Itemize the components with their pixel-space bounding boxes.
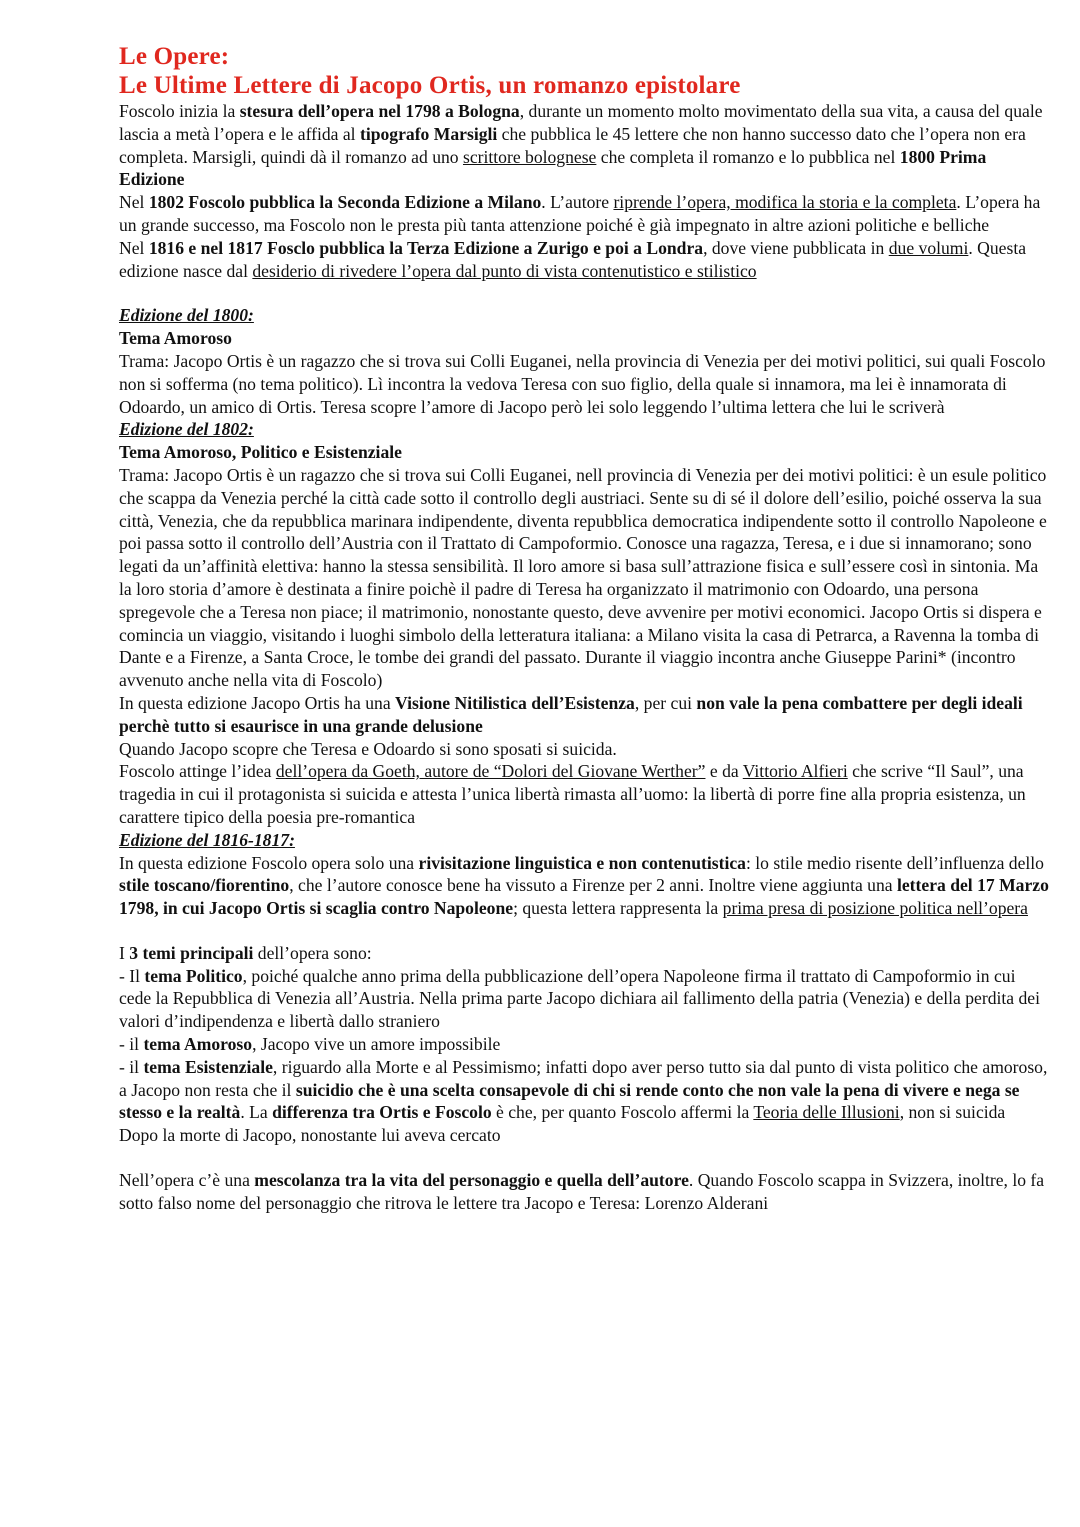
- bold-text: 3 temi principali: [129, 942, 254, 963]
- edition-1800-theme: Tema Amoroso: [119, 328, 232, 349]
- intro-paragraph-third-edition: Nel 1816 e nel 1817 Fosclo pubblica la Terza Edizione a Zurigo e poi a Londra, dove viene pubblicata in due volumi. Questa edizione nasce dal desiderio di rivedere l’opera dal punto di vista contenutistico e stilistico: [119, 237, 1027, 281]
- edition-1816-body: In questa edizione Foscolo opera solo una rivisitazione linguistica e non contenutistica: lo stile medio risente dell’influenza dello stile toscano/fiorentino, che l’autore conosce bene ha vissuto a Firenze per 2 anni. Inoltre viene aggiunta una lettera del 17 Marzo 1798, in cui Jacopo Ortis si scaglia contro Napoleone; questa lettera rappresenta la prima presa di posizione politica nell’opera: [119, 852, 1049, 919]
- bold-text: non vale la pena combattere per degli ideali perchè tutto si esaurisce in una grande delusione: [119, 692, 1023, 736]
- bold-text: lettera del 17 Marzo 1798, in cui Jacopo Ortis si scaglia contro Napoleone: [119, 875, 1049, 919]
- bold-text: suicidio che è una scelta consapevole di chi si rende conto che non vale la pena di vivere e nega se stesso e la realtà: [119, 1079, 1020, 1123]
- work-title: Le Ultime Lettere di Jacopo Ortis, un romanzo epistolare: [119, 72, 741, 99]
- theme-political: - Il tema Politico, poiché qualche anno prima della pubblicazione dell’opera Napoleone firma il trattato di Campoformio in cui cede la Repubblica di Venezia all’Austria. Nella prima parte Jacopo dichiara ail fallimento della patria (Venezia) e della perdita dei valori d’indipendenza e libertà dallo straniero: [119, 965, 1040, 1032]
- bold-text: mescolanza tra la vita del personaggio e quella dell’autore: [254, 1170, 689, 1191]
- edition-1802-sources: Foscolo attinge l’idea dell’opera da Goeth, autore de “Dolori del Giovane Werther” e da Vittorio Alfieri che scrive “Il Saul”, una tragedia in cui il protagonista si suicida e attesta l’unica libertà rimasta all’uomo: la libertà di porre fine alla propria esistenza, un carattere tipico della poesia pre-romantica: [119, 761, 1026, 827]
- intro-paragraph-first-edition: Foscolo inizia la stesura dell’opera nel 1798 a Bologna, durante un momento molto movimentato della sua vita, a causa del quale lascia a metà l’opera e le affida al tipografo Marsigli che pubblica le 45 lettere che non hanno successo dato che l’opera non era completa. Marsigli, quindi dà il romanzo ad uno scrittore bolognese che completa il romanzo e lo pubblica nel 1800 Prima Edizione: [119, 101, 1043, 190]
- spacer: [119, 282, 1052, 304]
- section-title: Le Opere:: [119, 43, 230, 70]
- edition-1800-plot: Trama: Jacopo Ortis è un ragazzo che si trova sui Colli Euganei, nella provincia di Venezia per dei motivi politici, sui quali Foscolo non si sofferma (no tema politico). Lì incontra la vedova Teresa con suo figlio, della quale si innamora, ma lei è innamorata di Odoardo, un amico di Ortis. Teresa scopre l’amore di Jacopo però lei solo leggendo l’ultima lettera che lui le scriverà: [119, 350, 1046, 417]
- spacer: [119, 920, 1052, 942]
- bold-text: stile toscano/fiorentino: [119, 875, 290, 896]
- bold-text: 1800 Prima Edizione: [119, 146, 987, 190]
- underlined-text: riprende l’opera, modifica la storia e la completa: [613, 192, 957, 213]
- edition-1800-heading: Edizione del 1800:: [119, 305, 254, 326]
- edition-1802-theme: Tema Amoroso, Politico e Esistenziale: [119, 442, 402, 463]
- bold-text: tema Amoroso: [143, 1034, 253, 1055]
- theme-existential: - il tema Esistenziale, riguardo alla Morte e al Pessimismo; infatti dopo aver perso tutto sia dal punto di vista politico che amoroso, a Jacopo non resta che il suicidio che è una scelta consapevole di chi si rende conto che non vale la pena di vivere e nega se stesso e la realtà. La differenza tra Ortis e Foscolo è che, per quanto Foscolo affermi la Teoria delle Illusioni, non si suicida: [119, 1056, 1048, 1123]
- bold-text: 1802 Foscolo pubblica la Seconda Edizione a Milano: [148, 192, 542, 213]
- theme-love: - il tema Amoroso, Jacopo vive un amore impossibile: [119, 1034, 501, 1055]
- underlined-text: scrittore bolognese: [462, 146, 597, 167]
- bold-text: Visione Nitilistica dell’Esistenza: [395, 692, 635, 713]
- bold-text: rivisitazione linguistica e non contenutistica: [418, 852, 746, 873]
- intro-paragraph-second-edition: Nel 1802 Foscolo pubblica la Seconda Edizione a Milano. L’autore riprende l’opera, modifica la storia e la completa. L’opera ha un grande successo, ma Foscolo non le presta più tanta attenzione poiché è già impegnato in altre azioni politiche e belliche: [119, 192, 1041, 235]
- bold-text: stesura dell’opera nel 1798 a Bologna: [239, 101, 520, 121]
- edition-1802-heading: Edizione del 1802:: [119, 419, 254, 440]
- bold-text: differenza tra Ortis e Foscolo: [272, 1102, 492, 1123]
- themes-after-death: Dopo la morte di Jacopo, nonostante lui aveva cercato: [119, 1125, 501, 1146]
- bold-text: tema Politico: [144, 965, 243, 986]
- bold-text: 1816 e nel 1817 Fosclo pubblica la Terza Edizione a Zurigo e poi a Londra: [148, 237, 704, 258]
- bold-text: tema Esistenziale: [143, 1056, 273, 1077]
- themes-intro: I 3 temi principali dell’opera sono:: [119, 942, 372, 963]
- edition-1816-heading: Edizione del 1816-1817:: [119, 829, 295, 850]
- underlined-text: due volumi: [888, 237, 969, 258]
- underlined-text: prima presa di posizione politica nell’opera: [722, 898, 1028, 919]
- underlined-text: Teoria delle Illusioni: [753, 1102, 900, 1123]
- edition-1802-vision: In questa edizione Jacopo Ortis ha una Visione Nitilistica dell’Esistenza, per cui non vale la pena combattere per degli ideali perchè tutto si esaurisce in una grande delusione: [119, 692, 1023, 736]
- edition-1802-suicide: Quando Jacopo scopre che Teresa e Odoardo si sono sposati si suicida.: [119, 738, 617, 759]
- closing-paragraph: Nell’opera c’è una mescolanza tra la vita del personaggio e quella dell’autore. Quando Foscolo scappa in Svizzera, inoltre, lo fa sotto falso nome del personaggio che ritrova le lettere tra Jacopo e Teresa: Lorenzo Alderani: [119, 1170, 1045, 1213]
- bold-text: tipografo Marsigli: [359, 123, 498, 144]
- underlined-text: dell’opera da Goeth, autore de “Dolori del Giovane Werther”: [275, 761, 706, 782]
- spacer: [119, 1147, 1052, 1169]
- underlined-text: desiderio di rivedere l’opera dal punto di vista contenutistico e stilistico: [252, 260, 757, 281]
- edition-1802-plot: Trama: Jacopo Ortis è un ragazzo che si trova sui Colli Euganei, nell provincia di Venezia per dei motivi politici: è un esule politico che scappa da Venezia perché la città cade sotto il controllo degli austriaci. Sente su di sé il dolore dell’esilio, poiché osserva la sua città, Venezia, che da repubblica marinara indipendente, diventa repubblica democratica indipendente sotto il controllo Napoleone e poi passa sotto il controllo dell’Austria con il Trattato di Campoformio. Conosce una ragazza, Teresa, e i due si innamorano; sono legati da un’affinità elettiva: hanno la stessa sensibilità. Il loro amore si basa sull’attrazione fisica e sull’essere così in sintonia. Ma la loro storia d’amore è destinata a finire poichè il padre di Teresa ha organizzato il matrimonio con Odoardo, una persona spregevole che a Teresa non piace; il matrimonio, nonostante questo, deve avvenire per motivi economici. Jacopo Ortis si dispera e comincia un viaggio, visitando i luoghi simbolo della letteratura italiana: a Milano visita la casa di Petrarca, a Ravenna la tomba di Dante e a Firenze, a Santa Croce, le tombe dei grandi del passato. Durante il viaggio incontra anche Giuseppe Parini* (incontro avvenuto anche nella vita di Foscolo): [119, 464, 1047, 691]
- underlined-text: Vittorio Alfieri: [742, 761, 848, 782]
